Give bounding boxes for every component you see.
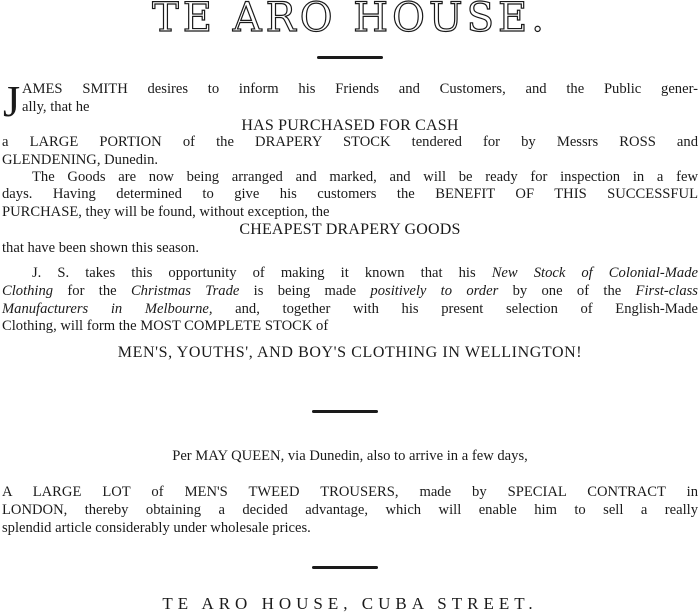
para3-l2a: Clothing bbox=[2, 283, 54, 299]
para4-line1: Per MAY QUEEN, via Dunedin, also to arrive in a few days, bbox=[172, 448, 528, 464]
drop-cap: J bbox=[3, 77, 21, 126]
para3-line2 bbox=[2, 283, 698, 300]
para1-line2: ally, that he bbox=[22, 99, 90, 115]
para1-line4b: GLENDENING, Dunedin. bbox=[2, 152, 159, 168]
para2-line5: that have been shown this season. bbox=[2, 240, 199, 256]
para3-line5: MEN'S, YOUTHS', AND BOY'S CLOTHING IN WELLINGTON! bbox=[117, 344, 583, 361]
para5-line3: splendid article considerably under wholesale prices. bbox=[2, 520, 311, 536]
para2-line2: days. Having determined to give his customers the BENEFIT OF THIS SUCCESSFUL bbox=[2, 186, 698, 202]
para3-l2g: First-class bbox=[635, 283, 698, 299]
para5-line1: A LARGE LOT of MEN'S TWEED TROUSERS, made by SPECIAL CONTRACT in bbox=[2, 484, 698, 500]
para3-line1-italic: New Stock of Colonial-Made bbox=[491, 265, 698, 281]
divider-rule-middle-1 bbox=[312, 410, 378, 413]
divider-rule-middle-2 bbox=[312, 566, 378, 569]
para3-l2e: positively to order bbox=[370, 283, 499, 299]
para2-line4: CHEAPEST DRAPERY GOODS bbox=[239, 221, 461, 238]
para3-line1-text: J. S. takes this opportunity of making it known that his bbox=[32, 265, 492, 281]
para3-line4: Clothing, will form the MOST COMPLETE STOCK of bbox=[2, 318, 329, 334]
para3-l3a: Manufacturers in Melbourne, bbox=[2, 301, 213, 317]
para1-line3: HAS PURCHASED FOR CASH bbox=[241, 117, 459, 134]
footer-address: TE ARO HOUSE, CUBA STREET. bbox=[162, 594, 538, 613]
para2-line3: PURCHASE, they will be found, without exception, the bbox=[2, 204, 330, 220]
para3-l2d: is being made bbox=[239, 283, 371, 299]
para3-l2f: by one of the bbox=[498, 283, 636, 299]
headline-title: TE ARO HOUSE. bbox=[152, 0, 548, 41]
para5-line2: LONDON, thereby obtaining a decided advantage, which will enable him to sell a really bbox=[2, 502, 698, 518]
para3-l2b: for the bbox=[53, 283, 131, 299]
para3-line1 bbox=[32, 265, 698, 282]
para3-line3 bbox=[2, 301, 698, 318]
divider-rule-top bbox=[317, 56, 383, 59]
para1-line1: AMES SMITH desires to inform his Friends and Customers, and the Public gener- bbox=[22, 81, 698, 97]
para3-l3b: and, together with his present selection of English-Made bbox=[212, 301, 698, 317]
para3-l2c: Christmas Trade bbox=[130, 283, 240, 299]
para1-line4a: a LARGE PORTION of the DRAPERY STOCK tendered for by Messrs ROSS and bbox=[2, 134, 698, 150]
para2-line1: The Goods are now being arranged and marked, and will be ready for inspection in a few bbox=[32, 169, 698, 185]
